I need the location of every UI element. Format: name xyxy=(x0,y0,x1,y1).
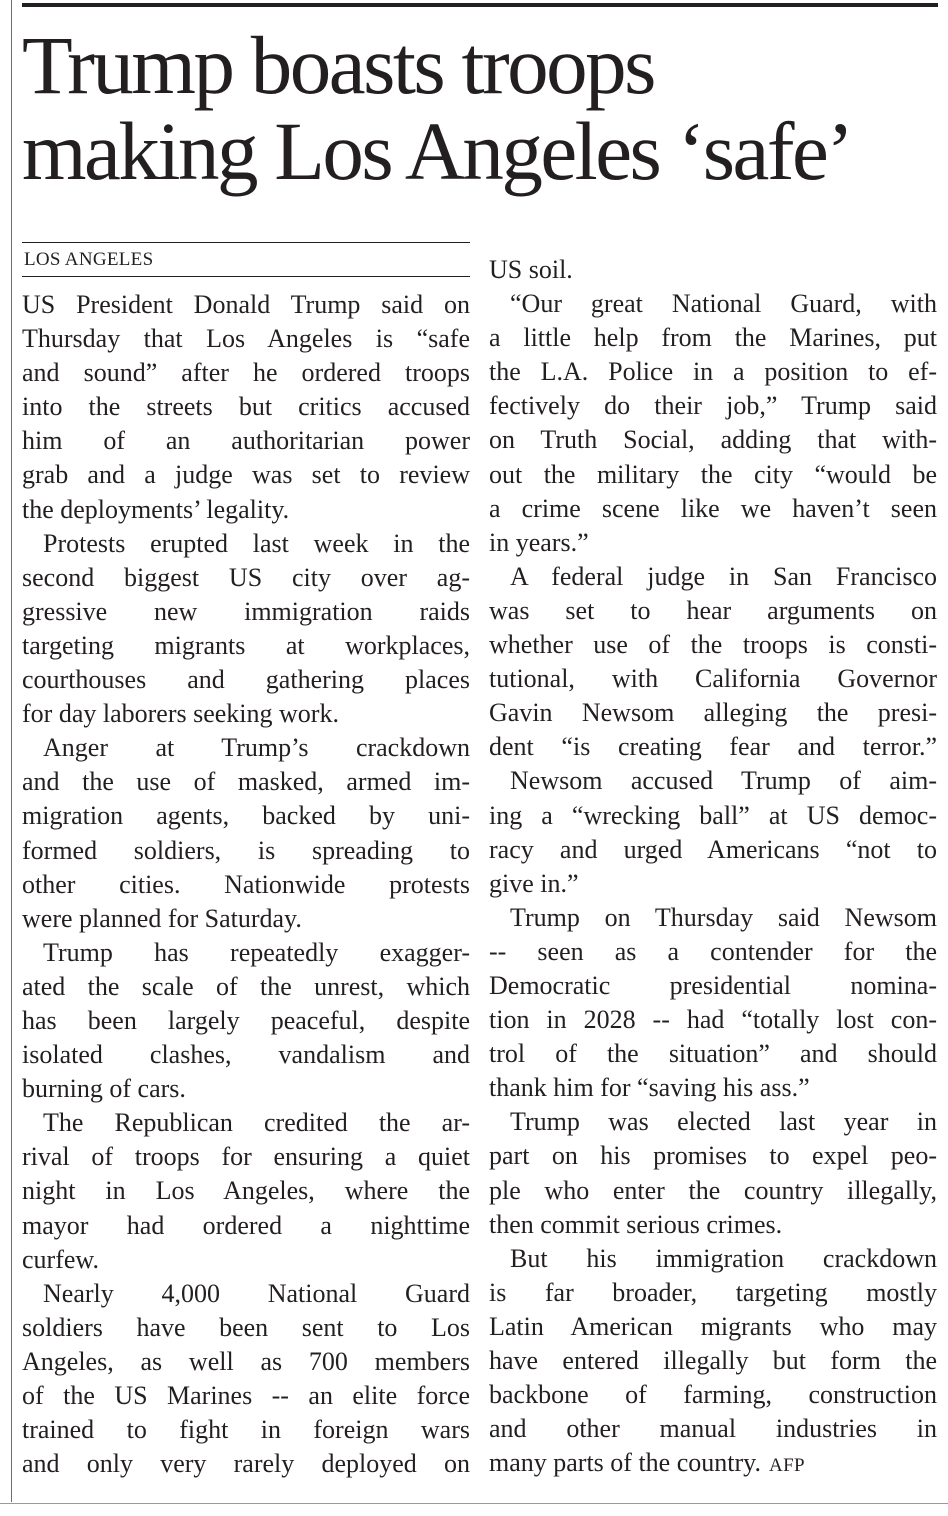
body-text-line: US President Donald Trump said on xyxy=(22,290,470,319)
body-text-line: isolated clashes, vandalism and xyxy=(22,1040,470,1070)
body-text-line: gressive new immigration raids xyxy=(22,596,470,626)
body-text-line: have entered illegally but form the xyxy=(489,1346,937,1375)
body-text-line: Trump was elected last year in xyxy=(510,1107,937,1137)
body-text-line: thank him for “saving his ass.” xyxy=(489,1073,810,1103)
body-text-line: second biggest US city over ag- xyxy=(22,562,470,592)
body-text-line: ple who enter the country illegally, xyxy=(489,1175,937,1205)
body-text-line: Gavin Newsom alleging the presi- xyxy=(489,698,937,728)
body-text-line: Trump on Thursday said Newsom xyxy=(510,902,937,932)
body-text-line: the deployments’ legality. xyxy=(22,494,290,524)
body-text-line: formed soldiers, is spreading to xyxy=(22,835,470,865)
body-text-line: migration agents, backed by uni- xyxy=(22,801,470,831)
body-text-line: rival of troops for ensuring a quiet xyxy=(22,1142,470,1172)
body-text-line: ing a “wrecking ball” at US democ- xyxy=(489,800,937,830)
body-text-line: dent “is creating fear and terror.” xyxy=(489,732,937,762)
body-text-line: Democratic presidential nomina- xyxy=(489,970,937,1000)
body-text-line: “Our great National Guard, with xyxy=(510,289,937,319)
body-text-line: curfew. xyxy=(22,1244,99,1274)
body-text-line: then commit serious crimes. xyxy=(489,1209,783,1239)
body-text-line: Nearly 4,000 National Guard xyxy=(43,1278,470,1308)
body-text-line: and the use of masked, armed im- xyxy=(22,767,470,797)
body-text-line: and only very rarely deployed on xyxy=(22,1449,470,1479)
body-text-line: mayor had ordered a nighttime xyxy=(22,1210,470,1240)
headline-line-2: making Los Angeles ‘safe’ xyxy=(22,105,852,197)
body-text-line: targeting migrants at workplaces, xyxy=(22,630,470,660)
body-text-line: give in.” xyxy=(489,868,579,898)
body-column-left xyxy=(22,288,470,1481)
body-text-line: was set to hear arguments on xyxy=(489,595,937,625)
body-text-line: the L.A. Police in a position to ef- xyxy=(489,357,937,387)
body-text-line: racy and urged Americans “not to xyxy=(489,834,937,864)
headline-line-1: Trump boasts troops xyxy=(22,19,654,111)
body-text-line: soldiers have been sent to Los xyxy=(22,1312,470,1342)
body-text-line: US soil. xyxy=(489,255,573,284)
body-text-line: for day laborers seeking work. xyxy=(22,699,339,729)
body-text-line: on Truth Social, adding that with- xyxy=(489,425,937,455)
body-text-line: trol of the situation” and should xyxy=(489,1039,937,1069)
body-text-line: of the US Marines -- an elite force xyxy=(22,1381,470,1410)
body-text-line: whether use of the troops is consti- xyxy=(489,630,937,660)
body-text-line: A federal judge in San Francisco xyxy=(510,561,937,591)
body-text-line: grab and a judge was set to review xyxy=(22,460,470,490)
body-text-line: Latin American migrants who may xyxy=(489,1311,937,1341)
body-text-line: -- seen as a contender for the xyxy=(489,936,937,966)
body-text-line: fectively do their job,” Trump said xyxy=(489,391,937,421)
body-text-line: ated the scale of the unrest, which xyxy=(22,971,470,1001)
body-text-line: Protests erupted last week in the xyxy=(43,528,470,558)
final-line xyxy=(489,1446,937,1483)
body-text-line: courthouses and gathering places xyxy=(22,665,470,695)
body-text-line: into the streets but critics accused xyxy=(22,392,470,422)
body-column-right xyxy=(489,253,937,1483)
body-text-line: But his immigration crackdown xyxy=(510,1243,937,1273)
body-text-line: other cities. Nationwide protests xyxy=(22,869,470,899)
body-text-line: a little help from the Marines, put xyxy=(489,323,937,353)
headline xyxy=(22,19,938,197)
body-text-line: Trump has repeatedly exagger- xyxy=(43,937,470,967)
dateline-box xyxy=(22,242,470,277)
body-text-line: tutional, with California Governor xyxy=(489,664,937,694)
body-text-line: and other manual industries in xyxy=(489,1414,937,1444)
body-text-line: trained to fight in foreign wars xyxy=(22,1415,470,1445)
body-text-line: many parts of the country. xyxy=(489,1448,761,1478)
body-text-line: Anger at Trump’s crackdown xyxy=(43,733,470,763)
body-text-line: him of an authoritarian power xyxy=(22,426,470,456)
body-text-line: and sound” after he ordered troops xyxy=(22,358,470,388)
body-text-line: in years.” xyxy=(489,527,589,557)
body-text-line: part on his promises to expel peo- xyxy=(489,1141,937,1171)
body-text-line: The Republican credited the ar- xyxy=(43,1108,470,1138)
body-text-line: Thursday that Los Angeles is “safe xyxy=(22,324,470,354)
body-text-line: has been largely peaceful, despite xyxy=(22,1005,470,1035)
top-rule xyxy=(22,3,938,7)
dateline: LOS ANGELES xyxy=(24,249,154,270)
agency-credit: AFP xyxy=(768,1455,806,1477)
body-text-line: a crime scene like we haven’t seen xyxy=(489,493,937,523)
body-text-line: night in Los Angeles, where the xyxy=(22,1176,470,1206)
body-text-line: Angeles, as well as 700 members xyxy=(22,1346,470,1376)
body-text-line: is far broader, targeting mostly xyxy=(489,1277,937,1307)
bottom-rule xyxy=(0,1503,948,1504)
body-text-line: burning of cars. xyxy=(22,1074,186,1104)
body-text-line: out the military the city “would be xyxy=(489,459,937,489)
body-text-line: were planned for Saturday. xyxy=(22,903,302,933)
body-text-line: backbone of farming, construction xyxy=(489,1380,937,1410)
body-text-line: Newsom accused Trump of aim- xyxy=(510,766,937,796)
body-text-line: tion in 2028 -- had “totally lost con- xyxy=(489,1005,937,1035)
